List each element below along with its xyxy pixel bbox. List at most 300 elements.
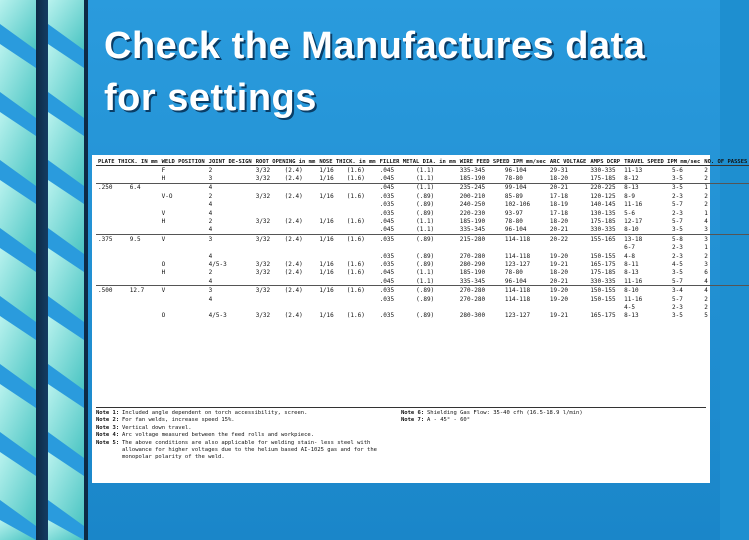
table-cell: 150-155	[588, 286, 622, 295]
table-cell	[96, 277, 128, 286]
table-cell: 150-155	[590, 252, 616, 260]
table-cell	[345, 295, 378, 303]
table-cell: 185-190	[459, 175, 486, 183]
table-cell	[128, 174, 160, 183]
table-cell	[254, 226, 283, 235]
note-text: Vertical down travel.	[122, 424, 192, 431]
slide-title: Check the Manufactures data for settings	[104, 25, 646, 119]
table-cell: 185-190	[459, 218, 486, 226]
table-cell: 140-145	[590, 201, 616, 209]
table-cell	[96, 226, 128, 235]
table-cell	[345, 183, 378, 192]
table-cell: 120-125	[590, 192, 616, 200]
table-cell	[128, 201, 160, 209]
table-cell: 200-210	[459, 192, 486, 200]
table-cell: 1/16	[319, 166, 334, 174]
table-cell: 175-185	[590, 269, 616, 277]
table-cell: (1.1)	[416, 269, 435, 277]
table-cell	[254, 183, 283, 192]
table-cell	[254, 295, 283, 303]
table-cell	[283, 252, 318, 260]
table-cell	[207, 244, 254, 252]
table-row	[96, 303, 749, 311]
table-cell	[588, 244, 622, 252]
table-cell	[128, 269, 160, 277]
table-row	[96, 209, 749, 217]
table-cell	[317, 277, 344, 286]
table-cell: .045	[379, 277, 395, 285]
table-cell: F	[161, 166, 166, 174]
table-cell: (1.6)	[346, 269, 365, 277]
header-weld-position: WELD POSITION	[161, 159, 205, 165]
table-cell: 3-5	[670, 183, 702, 192]
table-cell	[254, 209, 283, 217]
table-cell: 1	[704, 244, 708, 252]
table-row	[96, 183, 749, 192]
table-cell: (2.4)	[283, 235, 318, 244]
table-cell	[345, 303, 378, 311]
table-cell: .035	[379, 192, 395, 200]
table-cell	[96, 217, 128, 225]
table-cell: 18-19	[549, 201, 568, 209]
table-cell	[254, 303, 283, 311]
table-cell: 220-230	[459, 209, 486, 217]
table-cell: 155-165	[588, 235, 622, 244]
table-cell	[345, 277, 378, 286]
table-cell: (2.4)	[284, 269, 303, 277]
table-cell: 270-280	[459, 252, 486, 260]
table-cell: 1/16	[319, 312, 334, 320]
table-cell: V	[160, 235, 207, 244]
table-cell: 4	[208, 277, 213, 285]
table-cell: 4	[207, 183, 254, 192]
table-cell: 19-20	[548, 286, 588, 295]
note-key: Note 5:	[96, 439, 120, 446]
table-cell	[128, 226, 160, 235]
table-cell: 335-345	[459, 277, 486, 285]
table-cell: 18-20	[549, 269, 568, 277]
table-cell	[160, 303, 207, 311]
header-filler-metal-dia: FILLER METAL DIA. in mm	[379, 159, 456, 165]
table-cell: (.89)	[416, 209, 435, 217]
table-cell: 19-20	[549, 252, 568, 260]
table-cell: 8-10	[622, 286, 670, 295]
table-cell: 93-97	[504, 209, 523, 217]
table-cell: 8-13	[624, 312, 639, 320]
table-cell	[317, 226, 344, 235]
table-cell: 6-7	[624, 244, 635, 252]
table-cell	[345, 209, 378, 217]
table-cell	[283, 226, 318, 235]
table-cell	[317, 252, 344, 260]
table-cell: 96-104	[504, 277, 527, 285]
table-cell: 3/32	[255, 312, 271, 320]
table-cell: .035	[379, 312, 395, 320]
note-key: Note 3:	[96, 424, 120, 431]
table-cell: 3/32	[254, 235, 283, 244]
table-cell: .035	[378, 286, 415, 295]
table-cell: 3-5	[672, 312, 683, 320]
header-nose-thickness: NOSE THICK. in mm	[319, 159, 376, 165]
note-item	[96, 417, 396, 424]
table-cell: 3/32	[255, 269, 271, 277]
table-cell	[160, 183, 207, 192]
table-cell: 8-10	[624, 226, 639, 234]
table-cell: 102-106	[504, 201, 531, 209]
table-cell: 2	[704, 295, 708, 303]
table-cell: 78-80	[504, 269, 523, 277]
table-row	[96, 286, 749, 295]
table-cell: 3/32	[255, 192, 271, 200]
table-cell: 335-345	[459, 166, 486, 174]
table-cell	[128, 217, 160, 225]
table-cell	[317, 244, 344, 252]
table-cell: 3	[207, 286, 254, 295]
table-row	[96, 312, 749, 320]
note-text: Arc voltage measured between the feed rolls and workpiece.	[122, 432, 315, 439]
table-cell: .045	[379, 226, 395, 234]
table-cell: 4	[208, 209, 213, 217]
table-cell	[317, 201, 344, 209]
table-cell: 4-5	[672, 260, 683, 268]
note-key: Note 1:	[96, 410, 120, 416]
table-cell: 335-345	[459, 226, 486, 234]
table-cell: 185-190	[459, 269, 486, 277]
table-cell	[128, 252, 160, 260]
table-cell: 4	[208, 252, 213, 260]
table-cell: .035	[379, 295, 395, 303]
table-cell: H	[161, 175, 166, 183]
table-cell: 96-104	[504, 226, 527, 234]
table-cell	[160, 201, 207, 209]
table-cell: 78-80	[504, 175, 523, 183]
table-cell: .035	[379, 201, 395, 209]
table-cell	[588, 303, 622, 311]
note-key: Note 4:	[96, 432, 120, 439]
table-cell: 8-11	[624, 260, 639, 268]
table-cell: 3/32	[255, 260, 271, 268]
table-cell: 1/16	[319, 192, 334, 200]
table-cell	[96, 269, 128, 277]
table-cell: 1	[704, 209, 708, 217]
table-cell	[96, 209, 128, 217]
table-cell: 8-12	[624, 175, 639, 183]
table-cell: (1.6)	[346, 218, 365, 226]
table-cell: 1/16	[319, 218, 334, 226]
table-cell: .035	[379, 260, 395, 268]
table-cell: O	[161, 312, 166, 320]
table-cell: 330-335	[590, 166, 616, 174]
table-cell: 215-280	[458, 235, 503, 244]
header-arc-voltage: ARC VOLTAGE	[549, 159, 587, 165]
table-cell: 2	[704, 166, 708, 174]
table-cell: 3-5	[672, 226, 683, 234]
table-row	[96, 201, 749, 209]
table-row	[96, 235, 749, 244]
table-cell: 2-3	[672, 192, 683, 200]
table-cell: 175-185	[590, 218, 616, 226]
table-cell: 2	[208, 269, 213, 277]
table-cell: 8-9	[624, 192, 635, 200]
table-cell: 1/16	[317, 235, 344, 244]
table-cell: 20-22	[548, 235, 588, 244]
table-row	[96, 269, 749, 277]
table-cell	[414, 244, 458, 252]
table-cell: (.89)	[416, 260, 435, 268]
table-cell	[254, 244, 283, 252]
table-notes	[96, 407, 706, 461]
header-joint-design: JOINT DE-SIGN	[208, 159, 252, 165]
table-cell: 12-17	[624, 218, 643, 226]
table-cell: 1/16	[319, 175, 334, 183]
table-cell	[128, 312, 160, 320]
note-item	[401, 410, 701, 417]
table-cell: 2-3	[672, 209, 683, 217]
table-cell: V-O	[161, 192, 173, 200]
table-cell: (2.4)	[283, 286, 318, 295]
table-cell: 3	[704, 226, 708, 234]
table-cell: (2.4)	[284, 218, 303, 226]
table-cell: 330-335	[590, 277, 616, 285]
table-cell	[458, 244, 503, 252]
note-item	[96, 440, 396, 462]
table-cell: (.89)	[416, 252, 435, 260]
table-cell	[317, 209, 344, 217]
table-cell: .250	[96, 183, 128, 192]
table-cell	[207, 303, 254, 311]
table-cell: (1.6)	[346, 260, 365, 268]
table-cell: 330-335	[590, 226, 616, 234]
table-cell: 2-3	[672, 244, 683, 252]
table-cell: (1.6)	[345, 235, 378, 244]
table-cell: 3-4	[670, 286, 702, 295]
table-cell: (2.4)	[284, 166, 303, 174]
table-cell: 3	[702, 235, 749, 244]
welding-settings-table-card	[92, 155, 748, 483]
table-cell: 5-7	[672, 218, 683, 226]
table-row	[96, 244, 749, 252]
table-row	[96, 226, 749, 235]
table-cell	[414, 303, 458, 311]
table-cell: 17-18	[549, 192, 568, 200]
table-cell: (2.4)	[284, 192, 303, 200]
note-item	[96, 425, 396, 432]
table-cell: .035	[379, 252, 395, 260]
header-wire-feed-speed: WIRE FEED SPEED IPM mm/sec	[459, 159, 546, 165]
table-cell: 220-225	[588, 183, 622, 192]
table-cell	[96, 174, 128, 183]
table-cell: 20-21	[549, 277, 568, 285]
note-key: Note 2:	[96, 417, 120, 424]
table-cell	[254, 201, 283, 209]
table-cell: .045	[379, 166, 395, 174]
note-key: Note 7:	[401, 417, 425, 424]
table-cell	[96, 201, 128, 209]
table-cell: 1/16	[319, 269, 334, 277]
table-cell: V	[161, 209, 166, 217]
table-cell: 2	[704, 252, 708, 260]
table-cell: (2.4)	[284, 260, 303, 268]
welding-settings-table	[96, 159, 749, 320]
table-cell: 3/32	[255, 166, 271, 174]
table-cell: 19-20	[549, 295, 568, 303]
table-cell: 6	[704, 269, 708, 277]
table-cell: 280-290	[459, 260, 486, 268]
table-cell: 150-155	[590, 295, 616, 303]
table-cell	[96, 303, 128, 311]
table-cell: (.89)	[416, 201, 435, 209]
table-cell	[317, 303, 344, 311]
binder-ribbon-decoration	[0, 0, 86, 540]
table-cell: (1.6)	[346, 312, 365, 320]
table-cell: .500	[96, 286, 128, 295]
table-cell: (.89)	[416, 192, 435, 200]
table-row	[96, 252, 749, 260]
table-cell	[128, 192, 160, 200]
table-cell: 2	[208, 218, 213, 226]
table-row	[96, 295, 749, 303]
table-cell: 280-300	[459, 312, 486, 320]
table-cell: 123-127	[504, 312, 531, 320]
table-cell: 11-13	[624, 166, 643, 174]
table-cell: 19-21	[549, 312, 568, 320]
table-cell: 96-104	[504, 166, 527, 174]
table-cell: 3	[208, 175, 213, 183]
header-no-of-passes: NO. OF PASSES	[704, 159, 748, 165]
table-cell	[254, 252, 283, 260]
table-row	[96, 217, 749, 225]
table-cell: 1	[702, 183, 749, 192]
table-cell	[378, 303, 415, 311]
table-cell: 5	[704, 312, 708, 320]
table-cell: (1.6)	[346, 175, 365, 183]
table-cell: (1.1)	[416, 218, 435, 226]
table-cell: 114-118	[504, 252, 531, 260]
table-cell	[128, 166, 160, 175]
table-cell	[283, 303, 318, 311]
table-cell	[128, 244, 160, 252]
table-row	[96, 277, 749, 286]
table-cell: 1/16	[317, 286, 344, 295]
table-cell	[160, 277, 207, 286]
table-cell: 235-245	[458, 183, 503, 192]
table-cell: 17-18	[549, 209, 568, 217]
table-cell: 4	[704, 277, 708, 285]
table-cell: 12.7	[128, 286, 160, 295]
table-cell: 4	[702, 286, 749, 295]
table-cell: 85-89	[504, 192, 523, 200]
table-cell: O	[161, 260, 166, 268]
table-cell	[503, 244, 548, 252]
table-cell	[345, 252, 378, 260]
note-text: For fan welds, increase speed 15%.	[122, 417, 235, 424]
table-cell: 5-6	[624, 209, 635, 217]
table-cell: 2-3	[672, 252, 683, 260]
table-cell	[283, 244, 318, 252]
table-cell: 11-16	[624, 295, 643, 303]
table-cell: 3/32	[255, 218, 271, 226]
table-cell	[345, 226, 378, 235]
table-cell: 3	[704, 260, 708, 268]
notes-right-column	[401, 410, 701, 425]
table-cell: 99-104	[503, 183, 548, 192]
table-cell: 5-7	[672, 201, 683, 209]
note-item	[96, 410, 396, 417]
table-cell: 240-250	[459, 201, 486, 209]
notes-left-column	[96, 410, 396, 462]
table-cell: H	[161, 218, 166, 226]
table-cell: 4	[208, 226, 213, 234]
table-cell	[96, 260, 128, 268]
table-cell	[128, 277, 160, 286]
table-cell: 3/32	[254, 286, 283, 295]
table-cell: 4-5	[624, 303, 635, 311]
table-cell	[345, 201, 378, 209]
header-travel-speed: TRAVEL SPEED IPM mm/sec	[624, 159, 701, 165]
table-cell	[317, 183, 344, 192]
table-cell: 2-3	[672, 303, 683, 311]
note-item	[96, 432, 396, 439]
table-cell	[345, 244, 378, 252]
table-cell	[96, 295, 128, 303]
table-cell	[160, 252, 207, 260]
table-cell: 20-21	[549, 226, 568, 234]
header-plate-thickness: PLATE THICK. IN mm	[98, 159, 158, 165]
table-cell: 9.5	[128, 235, 160, 244]
note-text: The above conditions are also applicable for welding stain- less steel with allowance for higher voltages due to the helium based AI-1025 gas and for the monopolar polarity of the weld.	[122, 439, 377, 461]
note-key: Note 6:	[401, 410, 425, 416]
table-cell: 19-21	[549, 260, 568, 268]
table-cell: .045	[379, 269, 395, 277]
table-cell: 29-31	[549, 166, 568, 174]
table-cell	[96, 252, 128, 260]
table-cell: (1.1)	[416, 175, 435, 183]
table-cell: .045	[379, 218, 395, 226]
table-cell: 1/16	[319, 260, 334, 268]
table-cell: 123-127	[504, 260, 531, 268]
table-cell: (1.1)	[416, 166, 435, 174]
table-cell	[283, 295, 318, 303]
table-cell: (1.1)	[416, 226, 435, 234]
table-cell: 4	[704, 218, 708, 226]
table-cell: (1.1)	[416, 277, 435, 285]
table-cell	[128, 209, 160, 217]
table-cell: 5-7	[672, 295, 683, 303]
table-cell: (1.6)	[346, 192, 365, 200]
header-amps-dcrp: AMPS DCRP	[590, 159, 621, 165]
table-cell: 11-16	[624, 201, 643, 209]
table-row	[96, 192, 749, 200]
table-cell	[96, 166, 128, 175]
table-cell: 3	[207, 235, 254, 244]
table-cell	[96, 312, 128, 320]
table-body	[96, 166, 749, 321]
table-cell	[160, 226, 207, 235]
note-item	[401, 417, 701, 424]
table-cell: 20-21	[548, 183, 588, 192]
table-cell: 8-13	[624, 269, 639, 277]
table-cell: (2.4)	[284, 175, 303, 183]
table-cell: H	[161, 269, 166, 277]
table-cell: .375	[96, 235, 128, 244]
table-cell: 3/32	[255, 175, 271, 183]
table-cell: 5-6	[672, 166, 683, 174]
table-cell	[283, 209, 318, 217]
table-cell: 270-280	[458, 286, 503, 295]
table-cell: 114-118	[503, 235, 548, 244]
table-cell: 2	[208, 192, 213, 200]
note-text: Included angle dependent on torch accessibility, screen.	[122, 410, 308, 416]
